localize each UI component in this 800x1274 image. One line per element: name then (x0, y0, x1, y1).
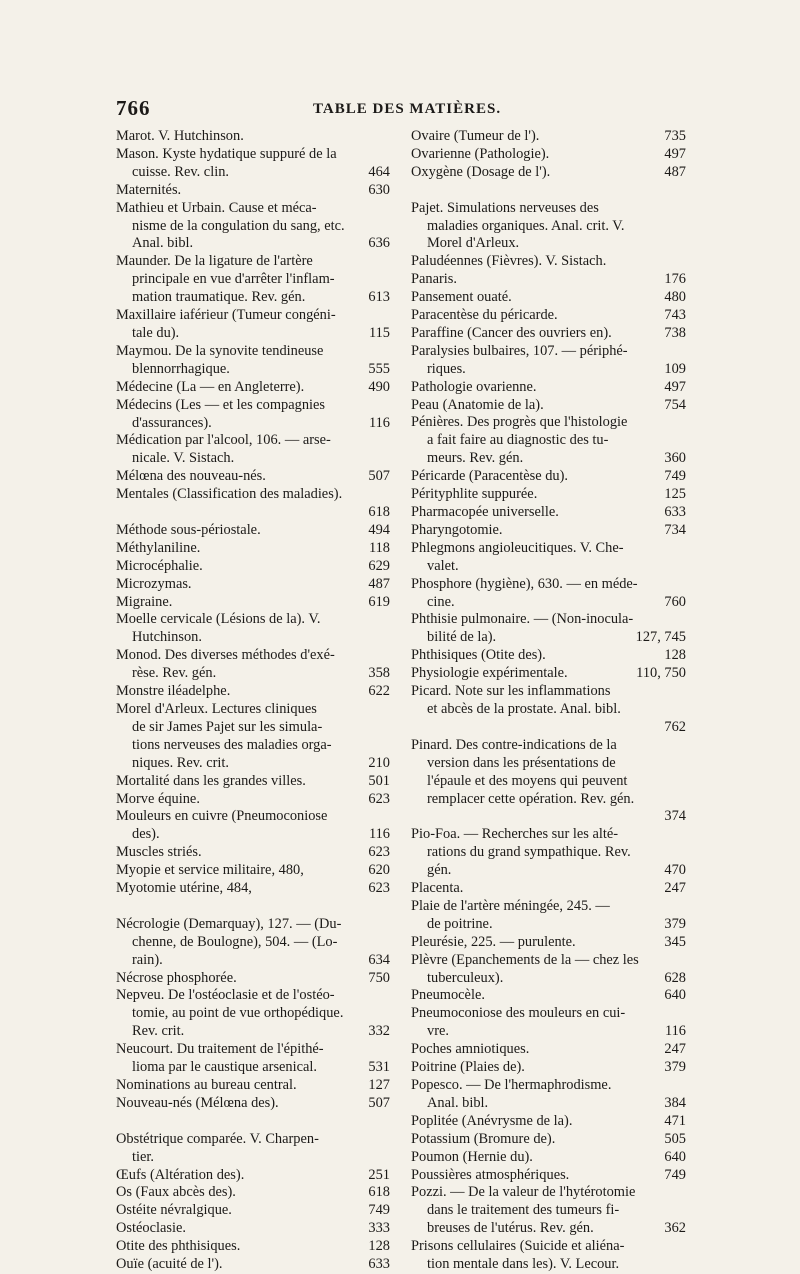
index-entry-line: Maunder. De la ligature de l'artère (116, 253, 313, 270)
index-entry-line: chenne, de Boulogne), 504. — (Lo- (132, 933, 338, 950)
index-entry-line: Peau (Anatomie de la). (411, 396, 544, 413)
index-entry-page: 613 (364, 289, 390, 307)
index-entry (411, 683, 686, 737)
index-entry-line: Ostéoclasie. (116, 1220, 186, 1237)
index-entry (411, 826, 686, 880)
index-entry-line: Migraine. (116, 593, 173, 610)
index-entry (116, 182, 390, 200)
index-entry-page: 750 (364, 970, 390, 988)
index-entry-page: 128 (364, 1238, 390, 1256)
index-entry-line: breuses de l'utérus. Rev. gén. (427, 1220, 594, 1237)
index-entry-line: Ovarienne (Pathologie). (411, 145, 550, 162)
index-entry-line: des). (132, 826, 160, 843)
index-entry-line: cine. (427, 593, 455, 610)
index-entry-page: 634 (364, 952, 390, 970)
index-entry-page: 470 (660, 862, 686, 880)
index-entry (116, 773, 390, 791)
index-entry (116, 1202, 390, 1220)
index-entry (411, 486, 686, 504)
index-entry-line: Méthylaniline. (116, 539, 201, 556)
index-entry-line: Muscles striés. (116, 844, 202, 861)
index-entry (411, 504, 686, 522)
index-entry-line: Phthisiques (Otite des). (411, 647, 546, 664)
index-entry-line: Myopie et service militaire, 480, (116, 862, 304, 879)
index-entry-line: Pansement ouaté. (411, 289, 512, 306)
index-entry-line: remplacer cette opération. Rev. gén. (427, 790, 635, 807)
index-entry (411, 253, 686, 271)
index-entry-line: Ouïe (acuité de l'). (116, 1256, 223, 1273)
index-entry (411, 164, 686, 182)
index-entry-line: cuisse. Rev. clin. (132, 163, 229, 180)
page-number: 766 (116, 96, 151, 120)
index-entry-page: 487 (364, 576, 390, 594)
index-entry-line: vre. (427, 1023, 449, 1040)
index-entry-line: bilité de la). (427, 629, 497, 646)
index-entry-page: 630 (364, 182, 390, 200)
index-entry-line: dans le traitement des tumeurs fi- (427, 1202, 620, 1219)
index-entry-line: rèse. Rev. gén. (132, 665, 217, 682)
index-entry-line: Moelle cervicale (Lésions de la). V. (116, 611, 321, 628)
index-entry-line: gén. (427, 862, 452, 879)
index-entry-page: 358 (364, 665, 390, 683)
index-entry-page: 379 (660, 1059, 686, 1077)
index-entry-line: Plaie de l'artère méningée, 245. — (411, 897, 610, 914)
index-entry-line: Nécrose phosphorée. (116, 969, 237, 986)
index-entry-page: 116 (661, 1023, 686, 1041)
index-entry (116, 522, 390, 540)
index-entry (116, 486, 390, 522)
index-entry-page: 628 (660, 970, 686, 988)
index-entry-line: nisme de la congulation du sang, etc. (132, 217, 345, 234)
index-entry (411, 1184, 686, 1238)
index-entry (116, 540, 390, 558)
index-entry-line: Poitrine (Plaies de). (411, 1059, 525, 1076)
index-entry-page: 618 (364, 1184, 390, 1202)
index-entry-line: Médication par l'alcool, 106. — arse- (116, 432, 331, 449)
index-entry-page: 109 (660, 361, 686, 379)
index-entry-line: Poumon (Hernie du). (411, 1148, 533, 1165)
index-entry-line: Anal. bibl. (427, 1094, 489, 1111)
index-entry (411, 540, 686, 576)
index-entry-line: Paralysies bulbaires, 107. — périphé- (411, 342, 628, 359)
index-entry (411, 1113, 686, 1131)
index-entry-page: 507 (364, 468, 390, 486)
index-entry (411, 880, 686, 898)
index-entry-page: 749 (660, 468, 686, 486)
index-entry-line: Mathieu et Urbain. Cause et méca- (116, 199, 317, 216)
index-entry (411, 611, 686, 647)
index-entry-line: Os (Faux abcès des). (116, 1184, 236, 1201)
index-entry-line: Neucourt. Du traitement de l'épithé- (116, 1041, 324, 1058)
index-entry-line: Pozzi. — De la valeur de l'hytérotomie (411, 1184, 636, 1201)
index-entry-page: 760 (660, 594, 686, 612)
index-entry (411, 1059, 686, 1077)
index-entry-page: 734 (660, 522, 686, 540)
index-entry (411, 325, 686, 343)
index-entry-page: 210 (364, 755, 390, 773)
index-entry-line: de sir James Pajet sur les simula- (132, 718, 323, 735)
index-entry-line: tomie, au point de vue orthopédique. (132, 1005, 344, 1022)
index-entry-page: 507 (364, 1095, 390, 1113)
index-entry-page: 379 (660, 916, 686, 934)
index-entry (116, 379, 390, 397)
index-entry (116, 558, 390, 576)
index-entry (116, 468, 390, 486)
index-entry-page: 762 (660, 719, 686, 737)
index-entry-line: Marot. V. Hutchinson. (116, 128, 244, 144)
index-entry-line: valet. (427, 557, 459, 574)
index-entry (411, 1131, 686, 1149)
index-entry-page: 176 (660, 271, 686, 289)
index-entry-line: tier. (132, 1148, 154, 1165)
index-entry (411, 397, 686, 415)
index-entry-line: Pharmacopée universelle. (411, 504, 559, 521)
index-entry-line: Œufs (Altération des). (116, 1166, 245, 1183)
index-entry-line: rations du grand sympathique. Rev. (427, 844, 631, 861)
index-entry-page: 640 (660, 987, 686, 1005)
index-entry-line: mation traumatique. Rev. gén. (132, 289, 306, 306)
index-entry-line: version dans les présentations de (427, 754, 616, 771)
index-entry (411, 1167, 686, 1185)
index-entry-line: Ovaire (Tumeur de l'). (411, 128, 540, 144)
index-entry-line: Microcéphalie. (116, 557, 203, 574)
index-entry (116, 253, 390, 307)
index-entry-line: Morel d'Arleux. (427, 235, 520, 252)
index-entry (116, 576, 390, 594)
index-entry (116, 808, 390, 844)
index-entry-page: 505 (660, 1131, 686, 1149)
index-entry (116, 880, 390, 898)
index-entry-page: 633 (660, 504, 686, 522)
index-column-left (116, 128, 390, 1274)
index-entry (411, 647, 686, 665)
index-entry-line: Morel d'Arleux. Lectures cliniques (116, 701, 317, 717)
index-entry-page: 494 (364, 522, 390, 540)
index-entry-line: rain). (132, 951, 163, 968)
index-entry-page: 362 (660, 1220, 686, 1238)
index-entry-line: Plèvre (Epanchements de la — chez les (411, 951, 639, 968)
index-entry-line: Nécrologie (Demarquay), 127. — (Du- (116, 915, 342, 932)
index-entry-line: Paludéennes (Fièvres). V. Sistach. (411, 253, 607, 270)
index-entry (411, 128, 686, 146)
index-entry (116, 1041, 390, 1077)
index-entry-page: 497 (660, 379, 686, 397)
index-entry (116, 1167, 390, 1185)
index-entry-line: Ostéite névralgique. (116, 1202, 232, 1219)
index-entry-line: lioma par le caustique arsenical. (132, 1059, 317, 1076)
index-entry-page: 738 (660, 325, 686, 343)
index-entry (411, 146, 686, 164)
index-entry (116, 862, 390, 880)
index-entry-line: tions nerveuses des maladies orga- (132, 736, 332, 753)
index-entry-line: Pharyngotomie. (411, 521, 503, 538)
index-entry-line: Nominations au bureau central. (116, 1077, 297, 1094)
index-entry (411, 1005, 686, 1041)
index-entry-page: 555 (364, 361, 390, 379)
index-entry (116, 1220, 390, 1238)
index-entry-line: Pénières. Des progrès que l'histologie (411, 414, 628, 431)
index-entry-page: 464 (364, 164, 390, 182)
index-entry-page: 374 (660, 808, 686, 826)
index-entry-line: meurs. Rev. gén. (427, 450, 524, 467)
index-entry-page: 110, 750 (632, 665, 686, 683)
index-entry (411, 898, 686, 934)
index-column-right (411, 128, 686, 1274)
index-entry-page: 633 (364, 1256, 390, 1274)
index-entry (116, 1095, 390, 1113)
index-entry-line: Popesco. — De l'hermaphrodisme. (411, 1077, 612, 1094)
index-entry (116, 397, 390, 433)
index-entry (411, 271, 686, 289)
index-entry-page: 251 (364, 1167, 390, 1185)
index-entry-page: 620 (364, 862, 390, 880)
index-entry-line: Anal. bibl. (132, 235, 194, 252)
index-entry-line: Prisons cellulaires (Suicide et aliéna- (411, 1238, 625, 1255)
index-entry-line: Mélœna des nouveau-nés. (116, 468, 266, 485)
index-entry-page: 127 (364, 1077, 390, 1095)
index-entry-page: 115 (365, 325, 390, 343)
index-entry-line: Pio-Foa. — Recherches sur les alté- (411, 826, 619, 843)
index-entry-line: d'assurances). (132, 414, 212, 431)
index-entry-page: 622 (364, 683, 390, 701)
index-entry (411, 289, 686, 307)
index-entry (411, 952, 686, 988)
index-entry-line: maladies organiques. Anal. crit. V. (427, 217, 625, 234)
index-entry (411, 665, 686, 683)
index-entry-line: Microzymas. (116, 575, 192, 592)
index-entry-line: Péricarde (Paracentèse du). (411, 468, 569, 485)
index-entry (411, 1077, 686, 1113)
index-entry (116, 307, 390, 343)
index-entry-line: Phthisie pulmonaire. — (Non-inocula- (411, 611, 634, 628)
index-entry-line: Mortalité dans les grandes villes. (116, 772, 306, 789)
index-entry-line: Otite des phthisiques. (116, 1238, 241, 1255)
index-entry-page: 619 (364, 594, 390, 612)
index-entry-line: Rev. crit. (132, 1023, 185, 1040)
index-entry-line: Maternités. (116, 181, 182, 198)
index-entry (116, 1077, 390, 1095)
index-entry-line: Physiologie expérimentale. (411, 665, 568, 682)
index-entry-line: Maymou. De la synovite tendineuse (116, 342, 324, 359)
index-entry-line (116, 504, 390, 522)
index-entry-line: Poussières atmosphériques. (411, 1166, 570, 1183)
index-entry (116, 970, 390, 988)
index-entry-page: 623 (364, 880, 390, 898)
index-entry-line: Méthode sous-périostale. (116, 521, 261, 538)
index-entry-line: Myotomie utérine, 484, (116, 880, 252, 897)
index-entry (411, 379, 686, 397)
index-entry-page: 127, 745 (632, 629, 686, 647)
index-entry-page: 333 (364, 1220, 390, 1238)
index-entry (411, 522, 686, 540)
index-entry-page: 618 (364, 504, 390, 522)
index-entry-page: 754 (660, 397, 686, 415)
index-entry-line: Pajet. Simulations nerveuses des (411, 199, 599, 216)
running-title: TABLE DES MATIÈRES. (313, 101, 502, 117)
index-entry (411, 468, 686, 486)
index-entry-line: Paraffine (Cancer des ouvriers en). (411, 324, 612, 341)
index-entry-page: 735 (660, 128, 686, 146)
index-entry (116, 916, 390, 970)
index-entry-line: Poplitée (Anévrysme de la). (411, 1112, 573, 1129)
index-entry-page: 531 (364, 1059, 390, 1077)
index-entry-page: 128 (660, 647, 686, 665)
index-entry-line: Mouleurs en cuivre (Pneumoconiose (116, 808, 328, 825)
index-entry-page: 332 (364, 1023, 390, 1041)
index-entry-line: Pathologie ovarienne. (411, 378, 537, 395)
index-entry (411, 343, 686, 379)
index-entry (116, 647, 390, 683)
index-entry-page: 471 (660, 1113, 686, 1131)
index-entry-page: 749 (660, 1167, 686, 1185)
index-entry-line: Oxygène (Dosage de l'). (411, 163, 551, 180)
index-entry-line: Mason. Kyste hydatique suppuré de la (116, 145, 337, 162)
index-entry-page: 623 (364, 791, 390, 809)
index-entry-line: Pinard. Des contre-indications de la (411, 736, 617, 753)
index-entry (116, 1256, 390, 1274)
index-entry-page: 125 (660, 486, 686, 504)
index-entry-line (411, 719, 686, 737)
index-entry (116, 791, 390, 809)
index-entry-line: de poitrine. (427, 915, 493, 932)
index-entry (116, 1131, 390, 1167)
index-entry-page: 116 (365, 826, 390, 844)
index-entry-line: a fait faire au diagnostic des tu- (427, 432, 609, 449)
index-entry-line: Phosphore (hygiène), 630. — en méde- (411, 575, 638, 592)
index-entry-page: 749 (364, 1202, 390, 1220)
index-entry (411, 307, 686, 325)
index-entry-line: et abcès de la prostate. Anal. bibl. (427, 700, 621, 717)
index-entry-page: 743 (660, 307, 686, 325)
index-entry-line: niques. Rev. crit. (132, 754, 229, 771)
index-entry-page: 345 (660, 934, 686, 952)
index-entry-line: Poches amniotiques. (411, 1041, 530, 1058)
index-entry (116, 128, 390, 146)
index-entry-line: Panaris. (411, 271, 457, 288)
index-entry-line: Nepveu. De l'ostéoclasie et de l'ostéo- (116, 987, 335, 1004)
index-entry-line: nicale. V. Sistach. (132, 450, 235, 467)
index-entry-page: 480 (660, 289, 686, 307)
index-entry-line: Maxillaire iaférieur (Tumeur congéni- (116, 307, 336, 324)
index-entry-page: 640 (660, 1149, 686, 1167)
index-entry-page: 247 (660, 880, 686, 898)
index-entry (411, 737, 686, 827)
index-entry-line: Phlegmons angioleucitiques. V. Che- (411, 539, 624, 556)
index-entry-line: Placenta. (411, 880, 464, 897)
index-entry-line: Pleurésie, 225. — purulente. (411, 933, 576, 950)
index-entry-line: Nouveau-nés (Mélœna des). (116, 1094, 279, 1111)
index-entry-page: 623 (364, 844, 390, 862)
index-entry (411, 1238, 686, 1274)
index-entry-line: Monstre iléadelphe. (116, 683, 231, 700)
index-entry-line (411, 808, 686, 826)
index-entry-page: 487 (660, 164, 686, 182)
index-entry (116, 701, 390, 773)
index-entry-page: 629 (364, 558, 390, 576)
index-entry-page: 360 (660, 450, 686, 468)
index-entry-line: Monod. Des diverses méthodes d'exé- (116, 647, 335, 664)
index-entry (116, 611, 390, 647)
index-entry (411, 1149, 686, 1167)
index-entry (411, 200, 686, 254)
index-entry (116, 432, 390, 468)
index-entry-line: Picard. Note sur les inflammations (411, 683, 611, 700)
index-entry (116, 844, 390, 862)
index-entry (116, 1238, 390, 1256)
index-entry-line: riques. (427, 360, 466, 377)
index-entry-line: Paracentèse du péricarde. (411, 307, 558, 324)
index-entry-line: principale en vue d'arrêter l'inflam- (132, 271, 335, 288)
index-entry (411, 934, 686, 952)
index-entry-line: Pneumocèle. (411, 987, 485, 1004)
index-entry-page: 497 (660, 146, 686, 164)
index-entry-page: 118 (365, 540, 390, 558)
index-entry (411, 414, 686, 468)
index-entry (411, 987, 686, 1005)
index-entry (116, 683, 390, 701)
index-entry-line: l'épaule et des moyens qui peuvent (427, 772, 628, 789)
index-entry (116, 343, 390, 379)
index-entry-line: Potassium (Bromure de). (411, 1130, 556, 1147)
index-entry-page: 247 (660, 1041, 686, 1059)
index-entry-line: Médecins (Les — et les compagnies (116, 396, 326, 413)
index-entry-line: tale du). (132, 324, 180, 341)
index-entry-line: Médecine (La — en Angleterre). (116, 378, 305, 395)
index-entry-line: Mentales (Classification des maladies). (116, 486, 343, 503)
index-entry-line: Obstétrique comparée. V. Charpen- (116, 1130, 319, 1147)
index-entry-page: 490 (364, 379, 390, 397)
index-entry-line: Morve équine. (116, 790, 200, 807)
index-entry-line: tion mentale dans les). V. Lecour. (427, 1256, 620, 1273)
index-entry-page: 636 (364, 235, 390, 253)
index-entry-page: 116 (365, 415, 390, 433)
index-entry (116, 594, 390, 612)
index-entry-line: blennorrhagique. (132, 360, 230, 377)
index-entry (411, 576, 686, 612)
index-entry (116, 1184, 390, 1202)
index-entry-line: Hutchinson. (132, 629, 202, 646)
index-entry-page: 501 (364, 773, 390, 791)
index-entry-line: Pneumoconiose des mouleurs en cui- (411, 1005, 626, 1022)
index-entry (116, 200, 390, 254)
index-entry (116, 987, 390, 1041)
index-entry (411, 1041, 686, 1059)
index-entry (116, 146, 390, 182)
index-entry-line: Pérityphlite suppurée. (411, 486, 538, 503)
index-entry-page: 384 (660, 1095, 686, 1113)
index-entry-line: tuberculeux). (427, 969, 504, 986)
